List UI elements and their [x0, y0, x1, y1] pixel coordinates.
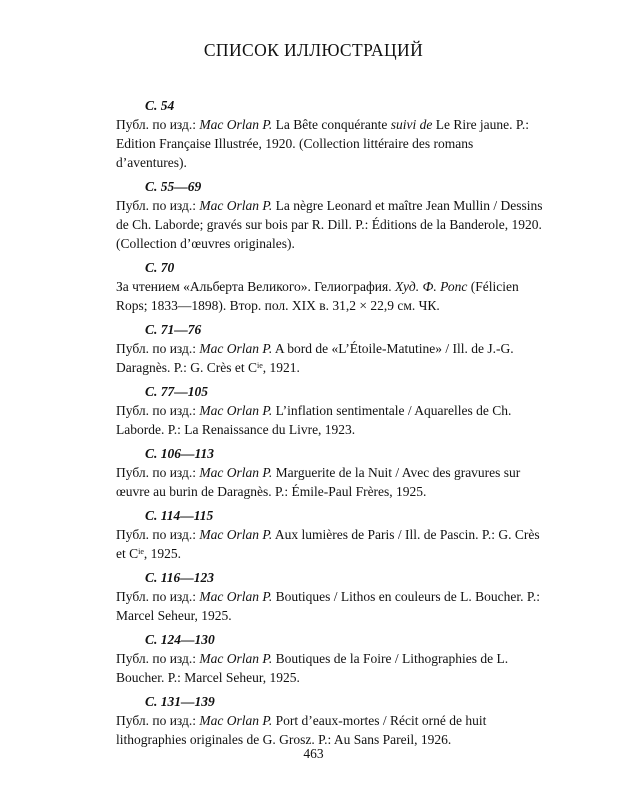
- description-text: Публ. по изд.:: [116, 403, 200, 418]
- author-or-emphasis: Mac Orlan P.: [199, 403, 273, 418]
- page-reference: С. 124—130: [145, 632, 215, 647]
- description-text: Boutiques de la Foire / Lithographies de L. Boucher. P.: Marcel Seheur, 1925.: [116, 651, 509, 685]
- page-reference: С. 77—105: [145, 384, 209, 399]
- author-or-emphasis: Mac Orlan P.: [199, 198, 273, 213]
- superscript: ie: [138, 547, 144, 556]
- list-item: [116, 692, 546, 749]
- author-or-emphasis: Mac Orlan P.: [199, 465, 273, 480]
- page-reference: С. 131—139: [145, 694, 215, 709]
- superscript: ie: [256, 361, 263, 370]
- description-text: Port d’eaux-mortes / Récit orné de huit lithographies originales de G. Grosz. P.: Au Sans Pareil, 1926.: [116, 713, 487, 747]
- page-reference: С. 114—115: [145, 508, 214, 523]
- description-text: Публ. по изд.:: [116, 117, 200, 132]
- page-reference: С. 55—69: [145, 179, 202, 194]
- description-text: , 1925.: [143, 546, 182, 561]
- description-text: Публ. по изд.:: [116, 527, 200, 542]
- description-text: Публ. по изд.:: [116, 651, 200, 666]
- page-title: СПИСОК ИЛЛЮСТРАЦИЙ: [203, 40, 424, 60]
- description-text: Публ. по изд.:: [116, 589, 200, 604]
- description-text: , 1921.: [262, 360, 300, 375]
- description-text: A bord de «L’Étoile-Matutine» / Ill. de J.-G. Daragnès. P.: G. Crès et C: [116, 341, 514, 375]
- description-text: Публ. по изд.:: [116, 713, 200, 728]
- illustration-description: [116, 339, 546, 377]
- description-text: Публ. по изд.:: [116, 465, 200, 480]
- author-or-emphasis: suivi de: [390, 117, 433, 132]
- illustration-description: [116, 587, 546, 625]
- author-or-emphasis: Mac Orlan P.: [199, 651, 273, 666]
- list-item: [116, 177, 546, 253]
- illustration-description: [116, 649, 546, 687]
- description-text: Marguerite de la Nuit / Avec des gravures sur œuvre au burin de Daragnès. P.: Émile-Paul Frères, 1925.: [116, 465, 521, 499]
- illustration-description: [116, 525, 546, 563]
- page-number: 463: [303, 746, 324, 761]
- list-item: [116, 258, 546, 315]
- description-text: Boutiques / Lithos en couleurs de L. Boucher. P.: Marcel Seheur, 1925.: [116, 589, 540, 623]
- list-item: [116, 506, 546, 563]
- illustration-description: [116, 115, 546, 172]
- list-item: [116, 320, 546, 377]
- description-text: (Félicien Rops; 1833—1898). Втор. пол. XIX в. 31,2 × 22,9 см. ЧК.: [116, 279, 519, 313]
- illustration-description: [116, 463, 546, 501]
- illustration-description: [116, 711, 546, 749]
- list-item: [116, 382, 546, 439]
- illustration-description: [116, 196, 546, 253]
- author-or-emphasis: Mac Orlan P.: [199, 117, 273, 132]
- author-or-emphasis: Худ. Ф. Ропс: [394, 279, 468, 294]
- description-text: Aux lumières de Paris / Ill. de Pascin. P.: G. Crès et C: [116, 527, 540, 561]
- illustration-list: [116, 96, 546, 754]
- description-text: L’inflation sentimentale / Aquarelles de Ch. Laborde. P.: La Renaissance du Livre, 1923.: [116, 403, 512, 437]
- author-or-emphasis: Mac Orlan P.: [199, 341, 273, 356]
- list-item: [116, 568, 546, 625]
- description-text: Le Rire jaune. P.: Edition Française Illustrée, 1920. (Collection littéraire des romans d’aventures).: [116, 117, 530, 170]
- list-item: [116, 630, 546, 687]
- description-text: Публ. по изд.:: [116, 341, 200, 356]
- description-text: La nègre Leonard et maître Jean Mullin / Dessins de Ch. Laborde; gravés sur bois par R. Dill. P.: Éditions de la Banderole, 1920. (Collection d’œuvres originales).: [116, 198, 543, 251]
- page-reference: С. 54: [145, 98, 175, 113]
- page-reference: С. 116—123: [145, 570, 215, 585]
- illustration-description: [116, 277, 546, 315]
- description-text: Публ. по изд.:: [116, 198, 200, 213]
- list-item: [116, 96, 546, 172]
- description-text: За чтением «Альберта Великого». Гелиография.: [116, 279, 395, 294]
- list-item: [116, 444, 546, 501]
- illustration-description: [116, 401, 546, 439]
- description-text: La Bête conquérante: [272, 117, 391, 132]
- author-or-emphasis: Mac Orlan P.: [199, 713, 273, 728]
- page-reference: С. 106—113: [145, 446, 215, 461]
- author-or-emphasis: Mac Orlan P.: [199, 589, 273, 604]
- page-reference: С. 71—76: [145, 322, 202, 337]
- page-reference: С. 70: [145, 260, 175, 275]
- author-or-emphasis: Mac Orlan P.: [199, 527, 273, 542]
